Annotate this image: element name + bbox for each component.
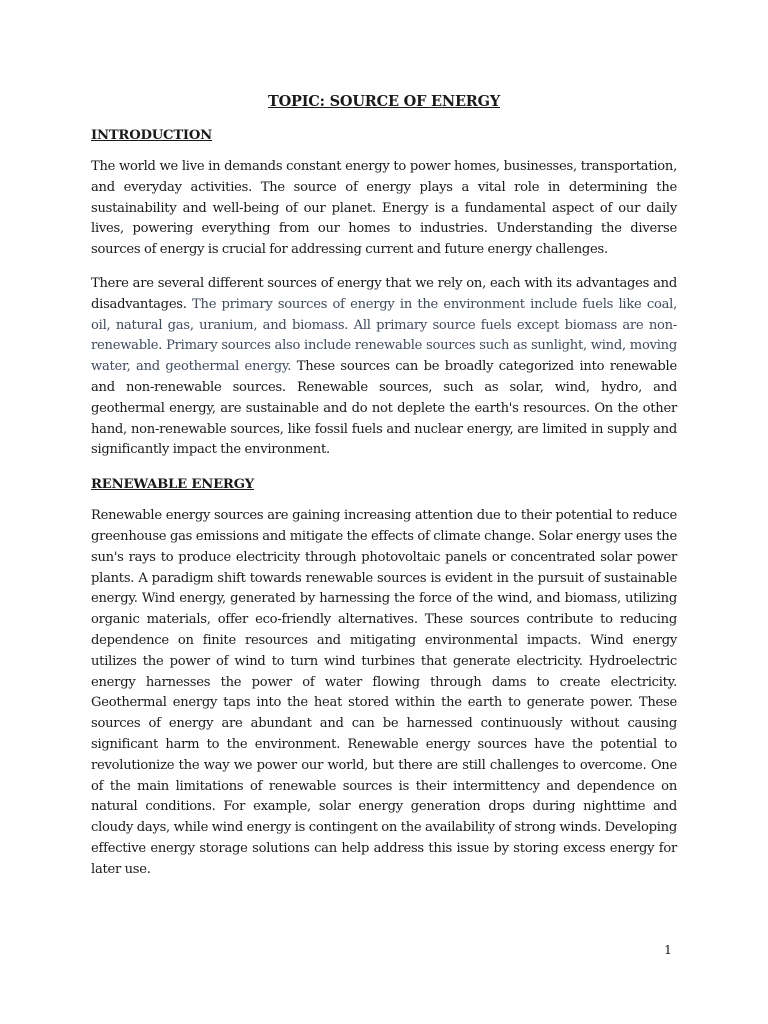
intro-paragraph-2-part1: There are several different sources of energy that we rely on, each with its advantages and disadvantages. [91,275,677,312]
renewable-paragraph-1: Renewable energy sources are gaining increasing attention due to their potential to reduce greenhouse gas emissions and mitigate the effects of climate change. Solar energy uses the sun's rays to produce electricity through photovoltaic panels or concentrated solar power plants. A paradigm shift towards renewable sources is evident in the pursuit of sustainable energy. Wind energy, generated by harnessing the force of the wind, and biomass, utilizing organic materials, offer eco-friendly alternatives. These sources contribute to reducing dependence on finite resources and mitigating environmental impacts. Wind energy utilizes the power of wind to turn wind turbines that generate electricity. Hydroelectric energy harnesses the power of water flowing through dams to create electricity. Geothermal energy taps into the heat stored within the earth to generate power. These sources of energy are abundant and can be harnessed continuously without causing significant harm to the environment. Renewable energy sources have the potential to revolutionize the way we power our world, but there are still challenges to overcome. One of the main limitations of renewable sources is their intermittency and dependence on natural conditions. For example, solar energy generation drops during nighttime and cloudy days, while wind energy is contingent on the availability of strong winds. Developing effective energy storage solutions can help address this issue by storing excess energy for later use. [91,508,677,877]
page-number: 1 [664,942,672,957]
section-heading-renewable-energy: RENEWABLE ENERGY [91,477,254,493]
section-heading-introduction: INTRODUCTION [91,128,213,143]
document-body [91,92,677,894]
intro-paragraph-1: The world we live in demands constant energy to power homes, businesses, transportation, and everyday activities. The source of energy plays a vital role in determining the sustainability and well-being of our planet. Energy is a fundamental aspect of our daily lives, powering everything from our homes to industries. Understanding the diverse sources of energy is crucial for addressing current and future energy challenges. [91,159,677,258]
intro-paragraph-2-highlight: The primary sources of energy in the environment include fuels like coal, oil, natural gas, uranium, and biomass. All primary source fuels except biomass are non-renewable. Primary sources also include renewable sources such as sunlight, wind, moving water, and geothermal energy. [91,296,677,375]
intro-paragraph-2 [91,274,677,461]
intro-paragraph-2-part3: These sources can be broadly categorized into renewable and non-renewable sources. Renewable sources, such as solar, wind, hydro, and geothermal energy, are sustainable and do not deplete the earth's resources. On the other hand, non-renewable sources, like fossil fuels and nuclear energy, are limited in supply and significantly impact the environment. [91,359,677,458]
page-title: TOPIC: SOURCE OF ENERGY [267,93,500,110]
